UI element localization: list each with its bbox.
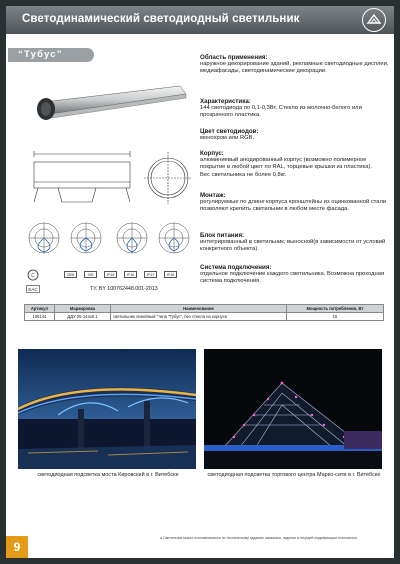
table-row [25,313,384,321]
cert-box-ip67: IP 67 [144,271,157,278]
page-header [6,6,394,34]
cell-power: 15 [287,313,384,321]
body-text: алюминиевый анодированный корпус (возможно полимерное покрытие в любой цвет по RAL, торцевые крышки из пластика). [200,157,372,171]
cell-marking: ДДУ 05-144х0.1 [55,313,111,321]
bridge-photo [18,349,196,469]
cert-box-voltage-24: 24В [84,271,97,278]
cell-name: светильник линейный "типа "Тубус", без стекла на корпусе [111,313,287,321]
product-table [24,304,384,321]
certification-mark-icon [26,269,40,281]
power-heading: Блок питания: [200,232,245,239]
cert-box-ip65: IP 65 [104,271,117,278]
cell-article: 105144 [25,313,55,321]
product-name: “Тубус” [18,49,63,60]
spec-body [200,150,390,179]
col-marking: Маркировка [55,305,111,313]
technical-drawing [28,146,196,210]
application-text: наружное декорирование зданий, рекламные светодиодные дисплеи, медиафасады, светодинамические декорации. [200,61,389,75]
mall-caption: светодиодная подсветка торгового центра Марко-сити в г. Витебске [207,472,381,478]
cert-box-ip68: IP 68 [164,271,177,278]
header-title: Светодинамический светодиодный светильник [22,13,300,25]
svg-text:C: C [31,273,35,279]
lamp-illustration [30,84,190,124]
col-power: Мощность потребления, Вт [287,305,384,313]
body-heading: Корпус: [200,150,224,157]
col-article: Артикул [25,305,55,313]
cert-box-ip66: IP 66 [124,271,137,278]
cert-box-voltage-230: 230В [64,271,77,278]
connection-heading: Система подключения: [200,264,272,271]
spec-characteristics [200,98,390,120]
mounting-text: регулируемые по длине корпуса кронштейны из оцинкованной стали позволяют крепить светильник в любом месте фасада. [200,199,387,213]
footnote: ● Светильник может изготавливаться по техническому заданию заказчика, изделия в текущей модификации отличаются. [160,536,358,540]
page-number: 9 [6,536,28,558]
eac-mark-icon [26,285,40,293]
table-header-row [25,305,384,313]
spec-led-color [200,128,390,142]
product-name-badge [8,48,94,62]
col-name: Наименование [111,305,287,313]
light-distribution-diagrams [26,220,192,256]
svg-text:EAC: EAC [28,287,38,292]
catalog-page [6,6,394,558]
logo-icon [366,12,382,26]
bridge-caption: светодиодная подсветка моста Кировский в г. Витебске [37,472,179,478]
application-heading: Область применения: [200,54,268,61]
technical-standard: ТУ. BY 100762448.001-2013 [90,286,158,292]
characteristics-heading: Характеристика: [200,98,251,105]
connection-text: отдельное подключение каждого светильника. Возможна проходная система подключения. [200,271,385,285]
power-text: интегрированный в светильник, выносной(в зависимости от условий конкретного объекта). [200,239,386,253]
spec-connection [200,264,390,286]
spec-application [200,54,390,76]
color-text: монохром или RGB. [200,135,255,142]
characteristics-text: 144 светодиода по 0,1-0,3Вт. Стекло из молочно-белого или прозрачного пластика. [200,105,362,119]
certifications [26,269,196,299]
mounting-heading: Монтаж: [200,192,226,199]
weight-text: Вес светильника не более 0,8кг. [200,171,287,178]
color-heading: Цвет светодиодов: [200,128,259,135]
spec-mounting [200,192,390,214]
mall-photo [204,349,382,469]
spec-power [200,232,390,254]
